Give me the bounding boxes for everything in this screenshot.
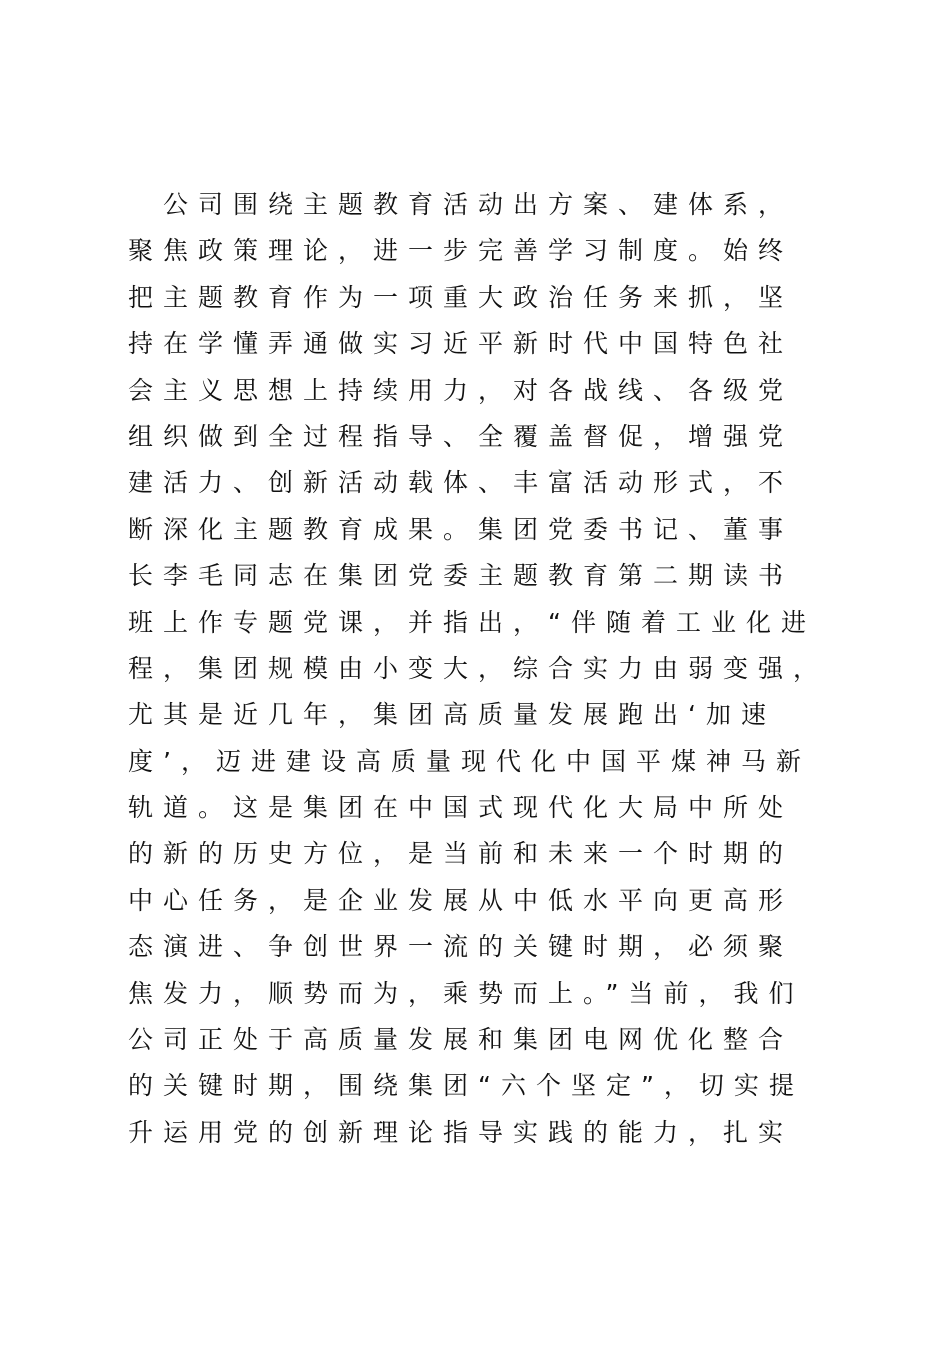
- text-line: 公司正处于高质量发展和集团电网优化整合: [128, 1025, 794, 1055]
- text-line: 态演进、争创世界一流的关键时期，必须聚: [128, 932, 794, 962]
- text-line: 尤其是近几年，集团高质量发展跑出‘加速: [128, 700, 776, 730]
- text-line: 焦发力，顺势而为，乘势而上。”当前，我们: [128, 978, 804, 1008]
- text-line: 的新的历史方位，是当前和未来一个时期的: [128, 839, 794, 869]
- text-line: 组织做到全过程指导、全覆盖督促，增强党: [128, 421, 794, 451]
- text-line: 公司围绕主题教育活动出方案、建体系，: [128, 190, 794, 219]
- text-line: 会主义思想上持续用力，对各战线、各级党: [128, 375, 794, 405]
- text-line: 持在学懂弄通做实习近平新时代中国特色社: [128, 329, 794, 359]
- text-line: 断深化主题教育成果。集团党委书记、董事: [128, 514, 794, 544]
- text-line: 长李毛同志在集团党委主题教育第二期读书: [128, 561, 794, 591]
- text-line: 轨道。这是集团在中国式现代化大局中所处: [128, 793, 794, 823]
- text-line: 中心任务，是企业发展从中低水平向更高形: [128, 885, 794, 915]
- body-paragraph: [128, 182, 828, 1156]
- text-line: 把主题教育作为一项重大政治任务来抓，坚: [128, 282, 794, 312]
- text-line: 的关键时期，围绕集团“六个坚定”，切实提: [128, 1071, 804, 1101]
- text-line: 班上作专题党课，并指出，“伴随着工业化进: [128, 607, 816, 637]
- text-line: 升运用党的创新理论指导实践的能力，扎实: [128, 1117, 794, 1147]
- text-line: 程，集团规模由小变大，综合实力由弱变强，: [128, 653, 829, 683]
- text-line: 度’，迈进建设高质量现代化中国平煤神马新: [128, 746, 811, 776]
- text-line: 聚焦政策理论，进一步完善学习制度。始终: [128, 236, 794, 266]
- text-line: 建活力、创新活动载体、丰富活动形式，不: [128, 468, 794, 498]
